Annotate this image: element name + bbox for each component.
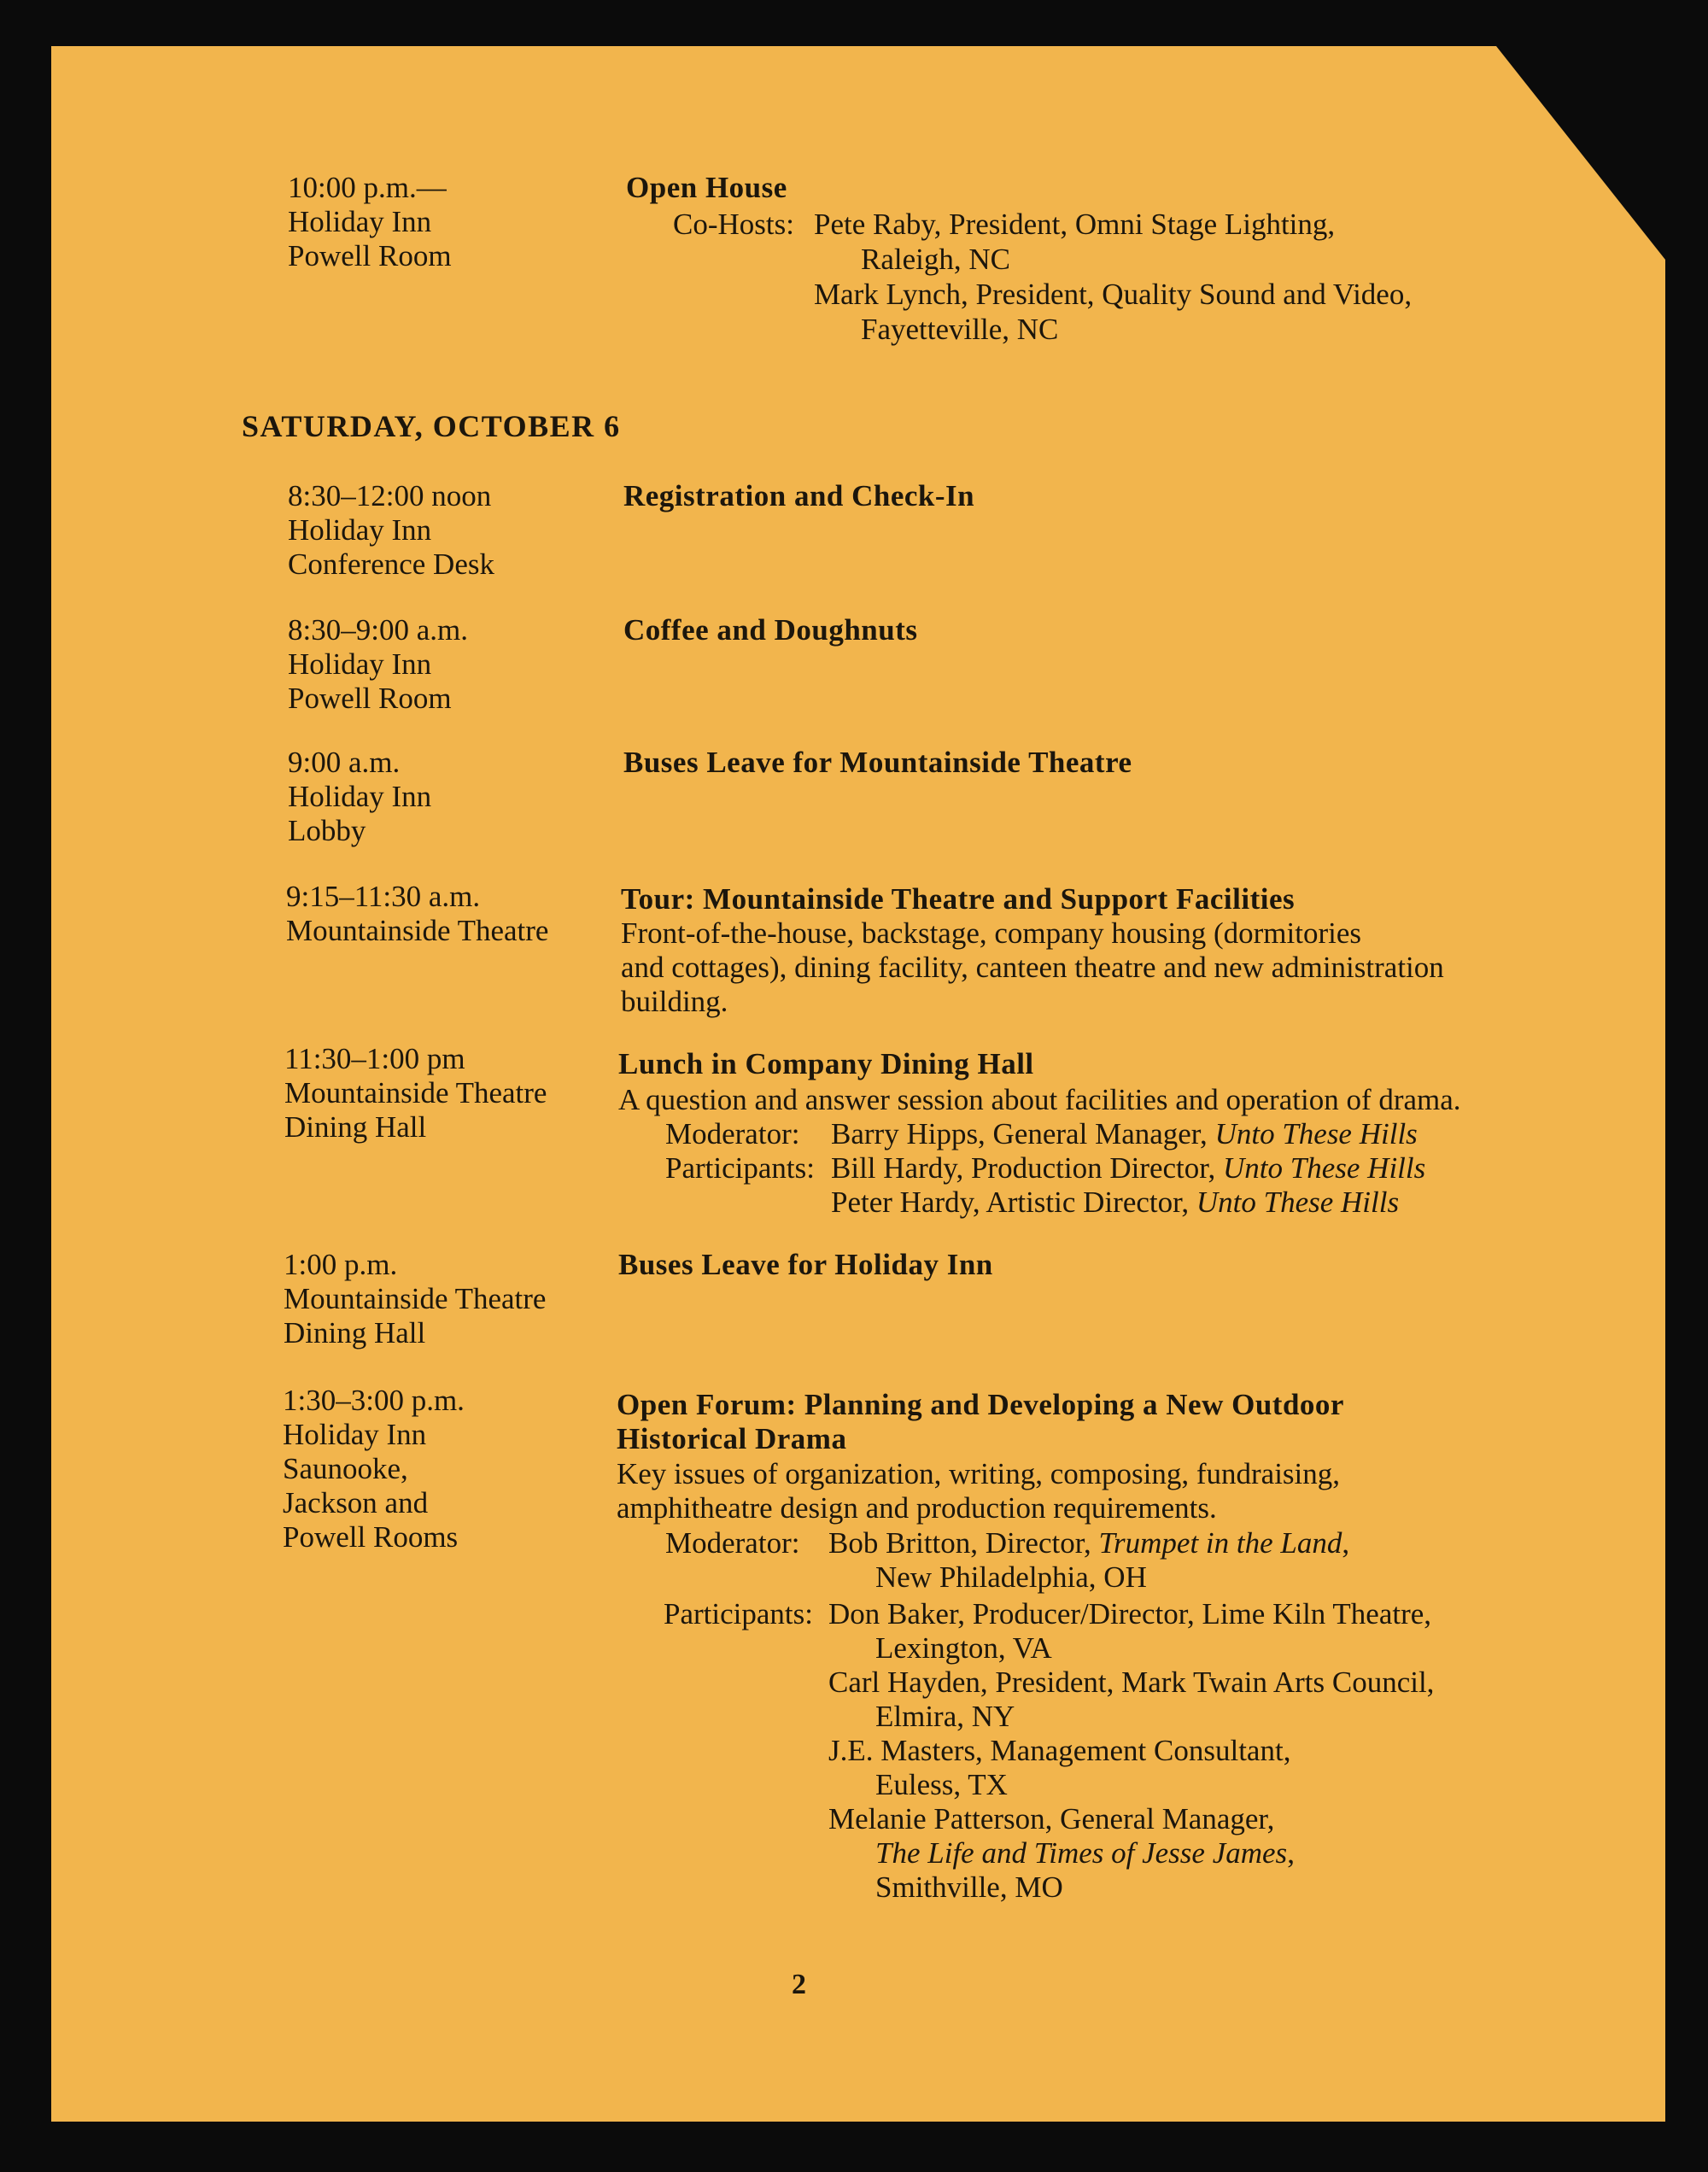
participant-city: Smithville, MO: [875, 1870, 1063, 1904]
room-text: Lobby: [288, 814, 366, 847]
open-forum-moderator-label: Moderator:: [665, 1526, 800, 1560]
open-forum-moderator: [828, 1526, 1349, 1560]
tour-time-place: [286, 880, 548, 948]
place-text: Mountainside Theatre: [286, 914, 549, 947]
registration-time-place: [288, 479, 494, 582]
moderator-text: Barry Hipps, General Manager,: [831, 1117, 1215, 1150]
buses-theatre-time-place: [288, 746, 431, 848]
open-forum-participants-label: Participants:: [664, 1597, 813, 1630]
show-title: Trumpet in the Land: [1098, 1526, 1342, 1560]
lunch-title: Lunch in Company Dining Hall: [618, 1047, 1034, 1080]
buses-theatre-title: Buses Leave for Mountainside Theatre: [623, 746, 1132, 779]
time-text: 8:30–9:00 a.m.: [288, 613, 468, 647]
room-text: Dining Hall: [284, 1110, 427, 1144]
room-text: Jackson and: [283, 1486, 429, 1519]
lunch-time-place: [284, 1042, 547, 1145]
place-text: Holiday Inn: [288, 780, 432, 813]
time-text: 9:00 a.m.: [288, 746, 401, 779]
time-text: 9:15–11:30 a.m.: [286, 880, 481, 913]
punctuation: ,: [1342, 1526, 1350, 1560]
place-text: Holiday Inn: [288, 647, 432, 681]
cohosts-label: Co-Hosts:: [673, 208, 794, 241]
time-text: 11:30–1:00 pm: [284, 1042, 465, 1075]
cohost-2-city: Fayetteville, NC: [861, 313, 1059, 346]
open-forum-title-cont: Historical Drama: [617, 1422, 847, 1455]
time-text: 10:00 p.m.—: [288, 171, 447, 204]
cohost-1: Pete Raby, President, Omni Stage Lighting,: [814, 208, 1336, 241]
lunch-moderator-label: Moderator:: [665, 1117, 800, 1150]
place-text: Mountainside Theatre: [284, 1282, 547, 1315]
moderator-city: New Philadelphia, OH: [875, 1560, 1147, 1594]
participant-melanie-patterson: Melanie Patterson, General Manager,: [828, 1802, 1275, 1835]
punctuation: ,: [1287, 1836, 1295, 1870]
place-text: Mountainside Theatre: [284, 1076, 547, 1109]
lunch-participants-label: Participants:: [665, 1151, 815, 1185]
coffee-time-place: [288, 613, 468, 716]
participant-carl-hayden: Carl Hayden, President, Mark Twain Arts Council,: [828, 1666, 1435, 1699]
show-title: Unto These Hills: [1223, 1151, 1426, 1185]
participant-je-masters: J.E. Masters, Management Consultant,: [828, 1734, 1291, 1767]
participant-text: Bill Hardy, Production Director,: [831, 1151, 1224, 1185]
room-text: Dining Hall: [284, 1316, 426, 1349]
room-text: Powell Room: [288, 682, 452, 715]
show-title: Unto These Hills: [1214, 1117, 1418, 1150]
open-forum-time-place: [283, 1384, 465, 1554]
moderator-text: Bob Britton, Director,: [828, 1526, 1099, 1560]
open-forum-description-line: amphitheatre design and production requirements.: [617, 1491, 1217, 1525]
participant-city: Euless, TX: [875, 1768, 1008, 1801]
coffee-title: Coffee and Doughnuts: [623, 613, 918, 647]
participant-don-baker: Don Baker, Producer/Director, Lime Kiln Theatre,: [828, 1597, 1432, 1630]
place-text: Holiday Inn: [288, 205, 432, 238]
tour-description-line: building.: [621, 985, 728, 1018]
registration-title: Registration and Check-In: [623, 479, 975, 512]
open-forum-description-line: Key issues of organization, writing, composing, fundraising,: [617, 1457, 1341, 1490]
open-house-title: Open House: [626, 171, 787, 204]
cohost-1-city: Raleigh, NC: [861, 243, 1010, 276]
lunch-participant: [831, 1151, 1425, 1186]
tour-description-line: and cottages), dining facility, canteen theatre and new administration: [621, 951, 1444, 984]
open-house-time-place: [288, 171, 452, 273]
time-text: 8:30–12:00 noon: [288, 479, 492, 512]
time-text: 1:00 p.m.: [284, 1248, 398, 1281]
room-text: Saunooke,: [283, 1452, 408, 1485]
participant-city: Elmira, NY: [875, 1700, 1015, 1733]
show-title: Unto These Hills: [1196, 1186, 1400, 1219]
place-text: Holiday Inn: [288, 513, 432, 547]
place-text: Holiday Inn: [283, 1418, 427, 1451]
buses-inn-time-place: [284, 1248, 546, 1350]
lunch-description: A question and answer session about facilities and operation of drama.: [618, 1083, 1461, 1116]
room-text: Powell Rooms: [283, 1520, 459, 1554]
open-forum-title: Open Forum: Planning and Developing a New Outdoor: [617, 1388, 1344, 1421]
show-title: The Life and Times of Jesse James: [875, 1836, 1288, 1870]
buses-inn-title: Buses Leave for Holiday Inn: [618, 1248, 993, 1281]
lunch-participant: [831, 1186, 1399, 1220]
day-heading: SATURDAY, OCTOBER 6: [242, 409, 621, 443]
time-text: 1:30–3:00 p.m.: [283, 1384, 465, 1417]
room-text: Powell Room: [288, 239, 452, 272]
page-number: 2: [792, 1969, 806, 2000]
participant-city: Lexington, VA: [875, 1631, 1052, 1665]
room-text: Conference Desk: [288, 547, 494, 581]
tour-title: Tour: Mountainside Theatre and Support Facilities: [621, 882, 1296, 916]
cohost-2: Mark Lynch, President, Quality Sound and Video,: [814, 278, 1413, 311]
participant-text: Peter Hardy, Artistic Director,: [831, 1186, 1196, 1219]
tour-description-line: Front-of-the-house, backstage, company housing (dormitories: [621, 916, 1362, 950]
participant-show: [875, 1836, 1295, 1870]
lunch-moderator: [831, 1117, 1418, 1151]
